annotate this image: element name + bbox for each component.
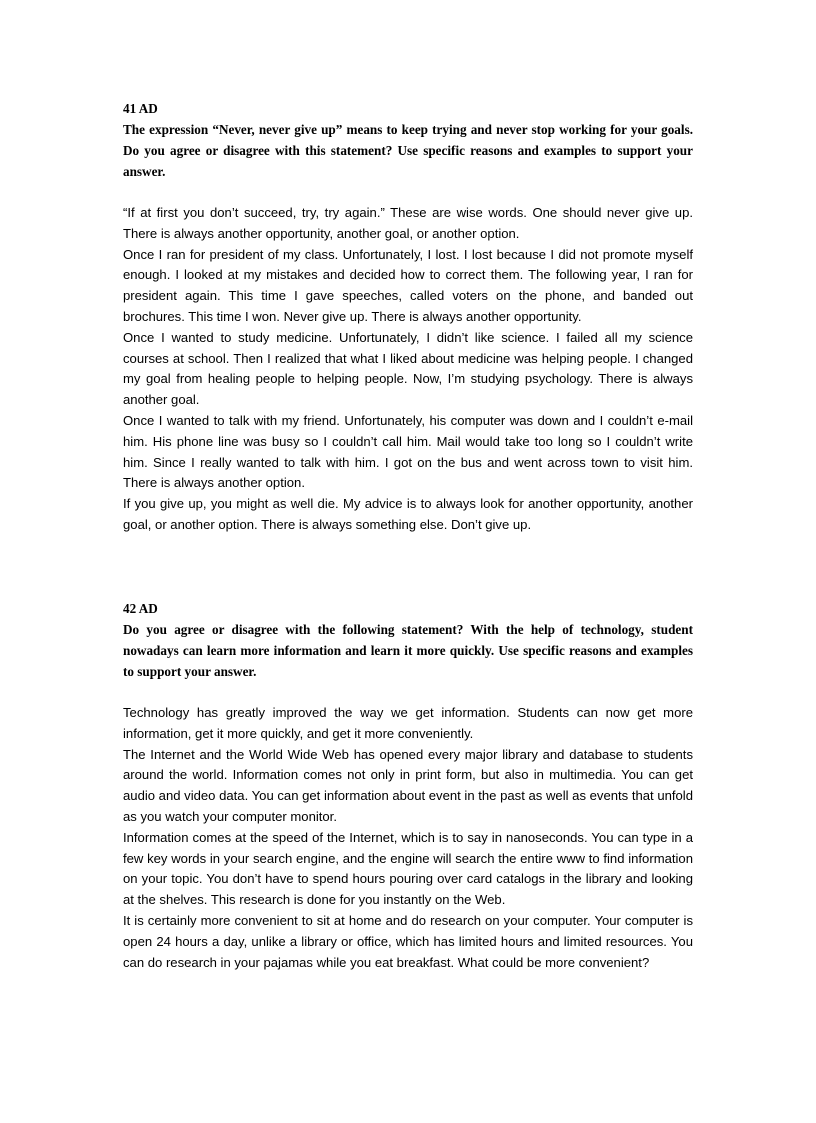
spacer (123, 182, 693, 203)
essay-section-41 (123, 98, 693, 536)
essay-number: 41 AD (123, 101, 158, 116)
paragraph: If you give up, you might as well die. My advice is to always look for another opportunity, another goal, or another option. There is always something else. Don’t give up. (123, 496, 693, 532)
paragraph: Once I ran for president of my class. Unfortunately, I lost. I lost because I did not promote myself enough. I looked at my mistakes and decided how to correct them. The following year, I ran for president again. This time I gave speeches, called voters on the phone, and banded out brochures. This time I won. Never give up. There is always another opportunity. (123, 246, 693, 324)
paragraph: Once I wanted to study medicine. Unfortunately, I didn’t like science. I failed all my science courses at school. Then I realized that what I liked about medicine was helping people. I changed my goal from healing people to helping people. Now, I’m studying psychology. There is always another goal. (123, 329, 693, 408)
paragraph: “If at first you don’t succeed, try, try again.” These are wise words. One should never give up. There is always another opportunity, another goal, or another option. (123, 205, 693, 241)
spacer (123, 682, 693, 703)
paragraph: The Internet and the World Wide Web has opened every major library and database to students around the world. Information comes not only in print form, but also in multimedia. You can get audio and video data. You can get information about event in the past as well as events that unfold as you watch your computer monitor. (123, 746, 693, 824)
paragraph: Information comes at the speed of the Internet, which is to say in nanoseconds. You can type in a few key words in your search engine, and the engine will search the entire www to find information on your topic. You don’t have to spend hours pouring over card catalogs in the library and looking at the shelves. This research is done for you instantly on the Web. (123, 829, 693, 908)
essay-number: 42 AD (123, 601, 158, 616)
essay-prompt: The expression “Never, never give up” means to keep trying and never stop working for your goals. Do you agree or disagree with this statement? Use specific reasons and examples to support your answer. (123, 122, 693, 179)
paragraph: It is certainly more convenient to sit at home and do research on your computer. Your computer is open 24 hours a day, unlike a library or office, which has limited hours and limited resources. You can do research in your pajamas while you eat breakfast. What could be more convenient? (123, 912, 693, 970)
essay-section-42 (123, 598, 693, 973)
paragraph: Technology has greatly improved the way we get information. Students can now get more information, get it more quickly, and get it more conveniently. (123, 705, 693, 741)
essay-prompt: Do you agree or disagree with the following statement? With the help of technology, student nowadays can learn more information and learn it more quickly. Use specific reasons and examples to support your answer. (123, 622, 693, 679)
paragraph: Once I wanted to talk with my friend. Unfortunately, his computer was down and I couldn’t e-mail him. His phone line was busy so I couldn’t call him. Mail would take too long so I couldn’t write him. Since I really wanted to talk with him. I got on the bus and went across town to visit him. There is always another option. (123, 412, 693, 491)
